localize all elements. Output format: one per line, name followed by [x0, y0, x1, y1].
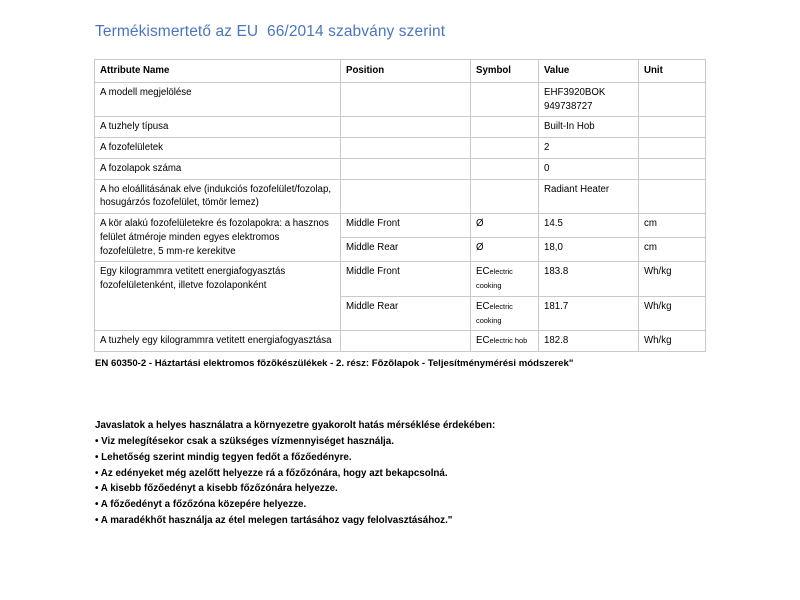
- cell-value: Built-In Hob: [539, 117, 639, 138]
- symbol-subscript: electric cooking: [476, 267, 513, 291]
- symbol-subscript: electric hob: [489, 336, 528, 346]
- cell-symbol: [471, 138, 539, 159]
- cell-position: [341, 158, 471, 179]
- cell-symbol: [471, 179, 539, 214]
- table-row: [95, 214, 706, 238]
- table-row: [95, 138, 706, 159]
- cell-position: Middle Rear: [341, 238, 471, 262]
- cell-position: [341, 117, 471, 138]
- cell-unit: [639, 179, 706, 214]
- list-item: • Lehetőség szerint mindig tegyen fedőt a főzőedényre.: [95, 451, 352, 463]
- cell-position: Middle Rear: [341, 296, 471, 331]
- cell-unit: [639, 158, 706, 179]
- cell-unit: cm: [639, 238, 706, 262]
- cell-value: Radiant Heater: [539, 179, 639, 214]
- cell-value: 18,0: [539, 238, 639, 262]
- cell-attribute: A fozolapok száma: [95, 158, 341, 179]
- symbol-subscript: electric cooking: [476, 301, 513, 325]
- cell-attribute: A fozofelületek: [95, 138, 341, 159]
- symbol-main: Ø: [476, 242, 484, 254]
- table-row: [95, 82, 706, 117]
- usage-tips-block: [95, 418, 495, 529]
- list-item: • A kisebb főzőedényt a kisebb főzőzónára helyezze.: [95, 483, 338, 495]
- cell-attribute: A tuzhely egy kilogrammra vetitett energiafogyasztása: [95, 331, 341, 352]
- table-row: [95, 158, 706, 179]
- cell-value: 14.5: [539, 214, 639, 238]
- cell-unit: Wh/kg: [639, 262, 706, 297]
- column-header-position: Position: [341, 60, 471, 83]
- cell-symbol: [471, 117, 539, 138]
- cell-symbol: [471, 331, 539, 352]
- cell-value: 182.8: [539, 331, 639, 352]
- list-item: • Az edényeket még azelőtt helyezze rá a főzőzónára, hogy azt bekapcsolná.: [95, 467, 448, 479]
- cell-value: 181.7: [539, 296, 639, 331]
- symbol-main: EC: [476, 266, 490, 278]
- cell-symbol: [471, 82, 539, 117]
- cell-attribute: Egy kilogrammra vetitett energiafogyasztás fozofelületenként, illetve fozolaponként: [95, 262, 341, 331]
- cell-position: [341, 331, 471, 352]
- cell-value: 183.8: [539, 262, 639, 297]
- column-header-value: Value: [539, 60, 639, 83]
- cell-attribute: A modell megjelölése: [95, 82, 341, 117]
- cell-symbol: [471, 158, 539, 179]
- standard-reference-note: EN 60350-2 - Háztartási elektromos fõzõkészülékek - 2. rész: Fõzõlapok - Teljesítménymérési módszerek": [95, 358, 574, 369]
- product-spec-table: [94, 59, 706, 352]
- cell-position: [341, 82, 471, 117]
- cell-unit: [639, 138, 706, 159]
- column-header-symbol: Symbol: [471, 60, 539, 83]
- table-row: [95, 262, 706, 297]
- symbol-main: EC: [476, 335, 490, 347]
- cell-symbol: [471, 214, 539, 238]
- cell-attribute: A kör alakú fozofelületekre és fozolapokra: a hasznos felület átméroje minden egyes elektromos fozofelületre, 5 mm-re kerekitve: [95, 214, 341, 262]
- symbol-main: EC: [476, 300, 490, 312]
- cell-symbol: [471, 262, 539, 297]
- cell-unit: Wh/kg: [639, 331, 706, 352]
- column-header-attribute-name: Attribute Name: [95, 60, 341, 83]
- symbol-main: Ø: [476, 218, 484, 230]
- list-item: • Viz melegítésekor csak a szükséges vízmennyiséget használja.: [95, 435, 394, 447]
- list-item: • A maradékhőt használja az étel melegen tartásához vagy felolvasztásához.": [95, 515, 453, 527]
- cell-position: [341, 138, 471, 159]
- table-row: [95, 179, 706, 214]
- table-header-row: [95, 60, 706, 83]
- list-item: • A főzőedényt a főzőzóna közepére helyezze.: [95, 499, 307, 511]
- usage-tips-heading: Javaslatok a helyes használatra a környezetre gyakorolt hatás mérséklése érdekében:: [95, 420, 496, 431]
- page-title: Termékismertető az EU 66/2014 szabvány szerint: [95, 23, 446, 40]
- cell-value: 2: [539, 138, 639, 159]
- table-body: [95, 82, 706, 351]
- table-row: [95, 117, 706, 138]
- cell-value: 0: [539, 158, 639, 179]
- cell-symbol: [471, 296, 539, 331]
- cell-position: Middle Front: [341, 214, 471, 238]
- table-row: [95, 331, 706, 352]
- cell-value: EHF3920BOK 949738727: [539, 82, 639, 117]
- cell-unit: Wh/kg: [639, 296, 706, 331]
- cell-attribute: A ho eloállitásának elve (indukciós fozofelület/fozolap, hosugárzós fozofelület, tömör lemez): [95, 179, 341, 214]
- cell-position: [341, 179, 471, 214]
- cell-symbol: [471, 238, 539, 262]
- column-header-unit: Unit: [639, 60, 706, 83]
- cell-position: Middle Front: [341, 262, 471, 297]
- cell-unit: [639, 117, 706, 138]
- cell-unit: cm: [639, 214, 706, 238]
- cell-unit: [639, 82, 706, 117]
- cell-attribute: A tuzhely típusa: [95, 117, 341, 138]
